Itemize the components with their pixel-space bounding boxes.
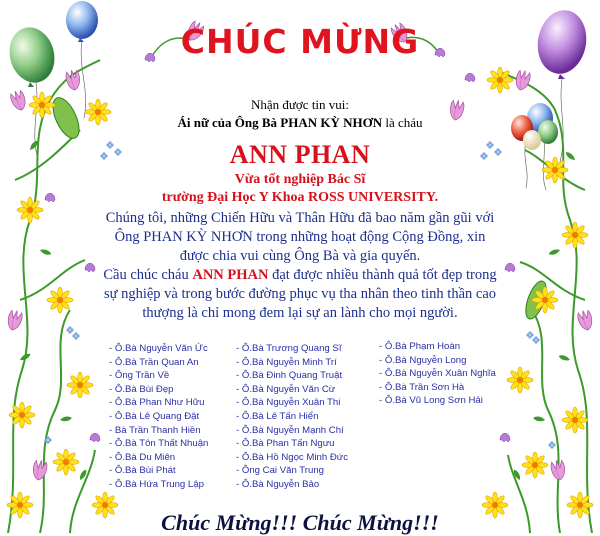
card-title: CHÚC MỪNG (180, 22, 420, 61)
graduation-degree: Vừa tốt nghiệp Bác Sĩ (234, 172, 366, 187)
signer-name: - Ô.Bà Nguyễn Minh Trí (236, 356, 337, 368)
signer-name: - Ô.Bà Nguyễn Mạnh Chí (236, 424, 344, 436)
signer-name: - Ô.Bà Bùi Đẹp (109, 383, 174, 395)
wish-message-start: Cầu chúc cháu (103, 267, 193, 283)
signer-name: - Ô.Bà Nguyễn Long (379, 354, 467, 366)
signer-name: - Ô.Bà Đinh Quang Truật (236, 370, 343, 382)
signer-list-column-2 (236, 342, 348, 492)
signer-name: - Ô.Bà Phan Tấn Ngưu (236, 438, 335, 450)
announcement-intro: Nhận được tin vui: (250, 97, 350, 112)
congratulation-message: Chúng tôi, những Chiến Hữu và Thân Hữu đã bao năm gần gũi với Ông PHAN KỲ NHƠN trong những hoạt động Cộng Đồng, xin được chia vui cùng Ông Bà và gia quyến. (105, 210, 495, 264)
signer-name: - Ô.Bà Hồ Ngọc Minh Đức (236, 451, 348, 463)
signer-list-column-3 (379, 340, 496, 408)
signer-list-column-1 (109, 342, 208, 492)
wish-message-end: đạt được nhiều thành quả tốt đẹp trong sự nghiệp và trong bước đường phục vụ tha nhân theo tinh thần cao thượng là chỉ mong đem lại sự an lành cho mọi người. (103, 267, 497, 321)
wish-message (100, 266, 500, 323)
signer-name: - Ông Trần Về (109, 370, 170, 382)
parents-name: Ái nữ của Ông Bà PHAN KỲ NHƠN (177, 115, 383, 130)
signer-name: - Ô.Bà Nguyễn Văn Ức (109, 343, 208, 354)
signer-name: - Ô.Bà Du Miên (109, 451, 176, 463)
signer-name: - Ô.Bà Nguyễn Bảo (236, 478, 320, 490)
closing-line: Chúc Mừng!!! Chúc Mừng!!! (161, 510, 439, 535)
signer-name: - Bà Trần Thanh Hiền (109, 424, 201, 436)
signer-name: - Ô.Bà Lê Tấn Hiển (236, 410, 319, 422)
honoree-name: ANN PHAN (229, 140, 371, 169)
signer-name: - Ô.Bà Phan Như Hữu (109, 397, 205, 409)
announcement-parents-line (0, 115, 600, 131)
signer-name: - Ô.Bà Bùi Phát (109, 465, 176, 477)
signer-name: - Ô.Bà Trần Sơn Hà (379, 381, 465, 393)
graduation-school: trường Đại Học Y Khoa ROSS UNIVERSITY. (161, 190, 439, 205)
signer-name: - Ông Cai Văn Trung (236, 465, 324, 477)
signer-name: - Ô.Bà Lê Quang Đật (109, 410, 200, 422)
signer-name: - Ô.Bà Nguyễn Xuân Thi (236, 397, 341, 409)
signer-name: - Ô.Bà Tôn Thất Nhuận (109, 438, 209, 450)
signer-name: - Ô.Bà Nguyễn Xuân Nghĩa (379, 368, 496, 380)
signer-name: - Ô.Bà Trương Quang Sĩ (236, 343, 342, 354)
signer-name: - Ô.Bà Trần Quan An (109, 356, 199, 368)
parents-line-suffix: là cháu (382, 115, 423, 130)
signer-name: - Ô.Bà Hứa Trung Lập (109, 478, 204, 490)
signer-name: - Ô.Bà Nguyễn Văn Cừ (236, 383, 336, 395)
wish-message-honoree: ANN PHAN (192, 267, 269, 283)
signer-name: - Ô.Bà Vũ Long Sơn Hải (379, 395, 483, 407)
signer-name: - Ô.Bà Phạm Hoàn (379, 341, 461, 352)
